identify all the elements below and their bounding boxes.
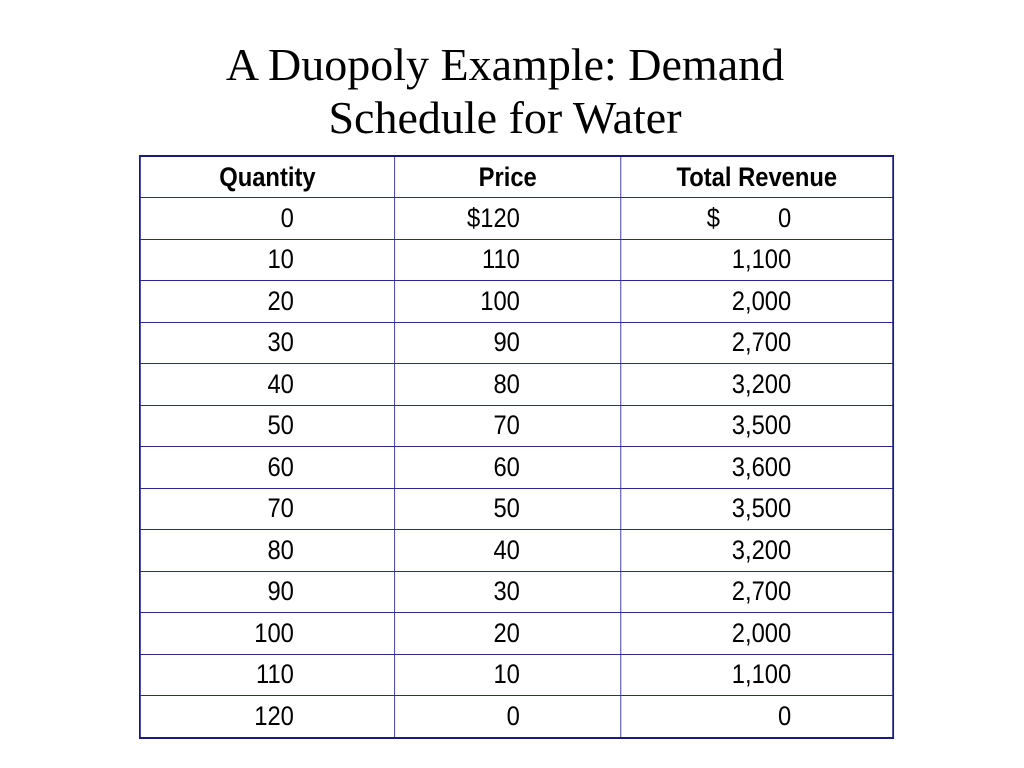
revenue-cell — [621, 239, 893, 281]
price-value: 70 — [493, 410, 520, 441]
revenue-value: 3,500 — [731, 493, 792, 524]
revenue-cell — [621, 281, 893, 323]
revenue-value: 0 — [777, 700, 792, 731]
revenue-cell — [621, 571, 893, 613]
price-cell — [394, 405, 620, 447]
table-row — [140, 530, 893, 572]
price-value: 100 — [480, 285, 520, 316]
revenue-value: 2,700 — [731, 576, 792, 607]
revenue-cell — [621, 364, 893, 406]
quantity-cell — [140, 239, 395, 281]
slide-title-line-2: Schedule for Water — [328, 92, 682, 143]
table-row — [140, 654, 893, 696]
quantity-cell — [140, 613, 395, 655]
revenue-value: 2,000 — [731, 617, 792, 648]
revenue-cell — [621, 696, 893, 738]
quantity-value: 70 — [267, 493, 294, 524]
table-row — [140, 198, 893, 240]
table-row — [140, 281, 893, 323]
quantity-cell — [140, 281, 395, 323]
price-cell — [394, 613, 620, 655]
slide-title-line-1: A Duopoly Example: Demand — [225, 39, 785, 90]
price-cell — [394, 198, 620, 240]
price-value: 20 — [493, 617, 520, 648]
quantity-value: 30 — [267, 327, 294, 358]
price-value: 80 — [493, 368, 520, 399]
header-total-revenue: Total Revenue — [621, 156, 893, 198]
quantity-value: 100 — [254, 617, 294, 648]
price-value: 30 — [493, 576, 520, 607]
table-row — [140, 447, 893, 489]
price-cell — [394, 530, 620, 572]
revenue-value: 2,000 — [731, 285, 792, 316]
revenue-value — [621, 203, 791, 234]
price-cell — [394, 654, 620, 696]
quantity-value: 10 — [267, 244, 294, 275]
quantity-value: 90 — [267, 576, 294, 607]
price-value: $120 — [467, 202, 520, 233]
price-cell — [394, 239, 620, 281]
price-value: 90 — [493, 327, 520, 358]
table-header-row — [140, 156, 893, 198]
price-cell — [394, 571, 620, 613]
dollar-sign: $ — [706, 202, 720, 233]
revenue-value: 1,100 — [731, 244, 792, 275]
quantity-value: 0 — [280, 202, 294, 233]
revenue-value: 1,100 — [731, 659, 792, 690]
quantity-value: 110 — [255, 659, 294, 690]
revenue-value: 3,500 — [731, 410, 792, 441]
price-cell — [394, 322, 620, 364]
revenue-cell — [621, 198, 893, 240]
price-value: 60 — [493, 451, 520, 482]
price-cell — [394, 447, 620, 489]
table-row — [140, 405, 893, 447]
price-value: 50 — [493, 493, 520, 524]
table-row — [140, 696, 893, 738]
quantity-value: 20 — [267, 285, 294, 316]
price-value: 110 — [482, 244, 520, 275]
table-row — [140, 322, 893, 364]
price-value: 10 — [493, 659, 520, 690]
quantity-cell — [140, 488, 395, 530]
revenue-cell — [621, 322, 893, 364]
table-row — [140, 613, 893, 655]
revenue-cell — [621, 654, 893, 696]
demand-schedule-table — [139, 155, 894, 739]
price-cell — [394, 281, 620, 323]
quantity-value: 60 — [267, 451, 294, 482]
price-value: 0 — [506, 700, 520, 731]
slide-title — [0, 38, 1010, 144]
quantity-cell — [140, 447, 395, 489]
header-quantity: Quantity — [140, 156, 395, 198]
revenue-value: 3,200 — [731, 534, 792, 565]
quantity-value: 40 — [267, 368, 294, 399]
table-row — [140, 488, 893, 530]
revenue-cell — [621, 613, 893, 655]
quantity-value: 80 — [267, 534, 294, 565]
table-row — [140, 571, 893, 613]
quantity-cell — [140, 198, 395, 240]
revenue-cell — [621, 488, 893, 530]
price-value: 40 — [493, 534, 520, 565]
header-price: Price — [394, 156, 620, 198]
quantity-cell — [140, 322, 395, 364]
revenue-value: 2,700 — [731, 327, 792, 358]
price-cell — [394, 488, 620, 530]
revenue-cell — [621, 447, 893, 489]
table-row — [140, 364, 893, 406]
revenue-amount: 0 — [777, 202, 792, 233]
quantity-cell — [140, 405, 395, 447]
revenue-cell — [621, 405, 893, 447]
price-cell — [394, 696, 620, 738]
quantity-value: 120 — [254, 700, 294, 731]
quantity-cell — [140, 696, 395, 738]
revenue-value: 3,600 — [731, 451, 792, 482]
quantity-cell — [140, 530, 395, 572]
price-cell — [394, 364, 620, 406]
quantity-cell — [140, 654, 395, 696]
quantity-cell — [140, 364, 395, 406]
quantity-cell — [140, 571, 395, 613]
quantity-value: 50 — [267, 410, 294, 441]
table-row — [140, 239, 893, 281]
revenue-cell — [621, 530, 893, 572]
revenue-value: 3,200 — [731, 368, 792, 399]
